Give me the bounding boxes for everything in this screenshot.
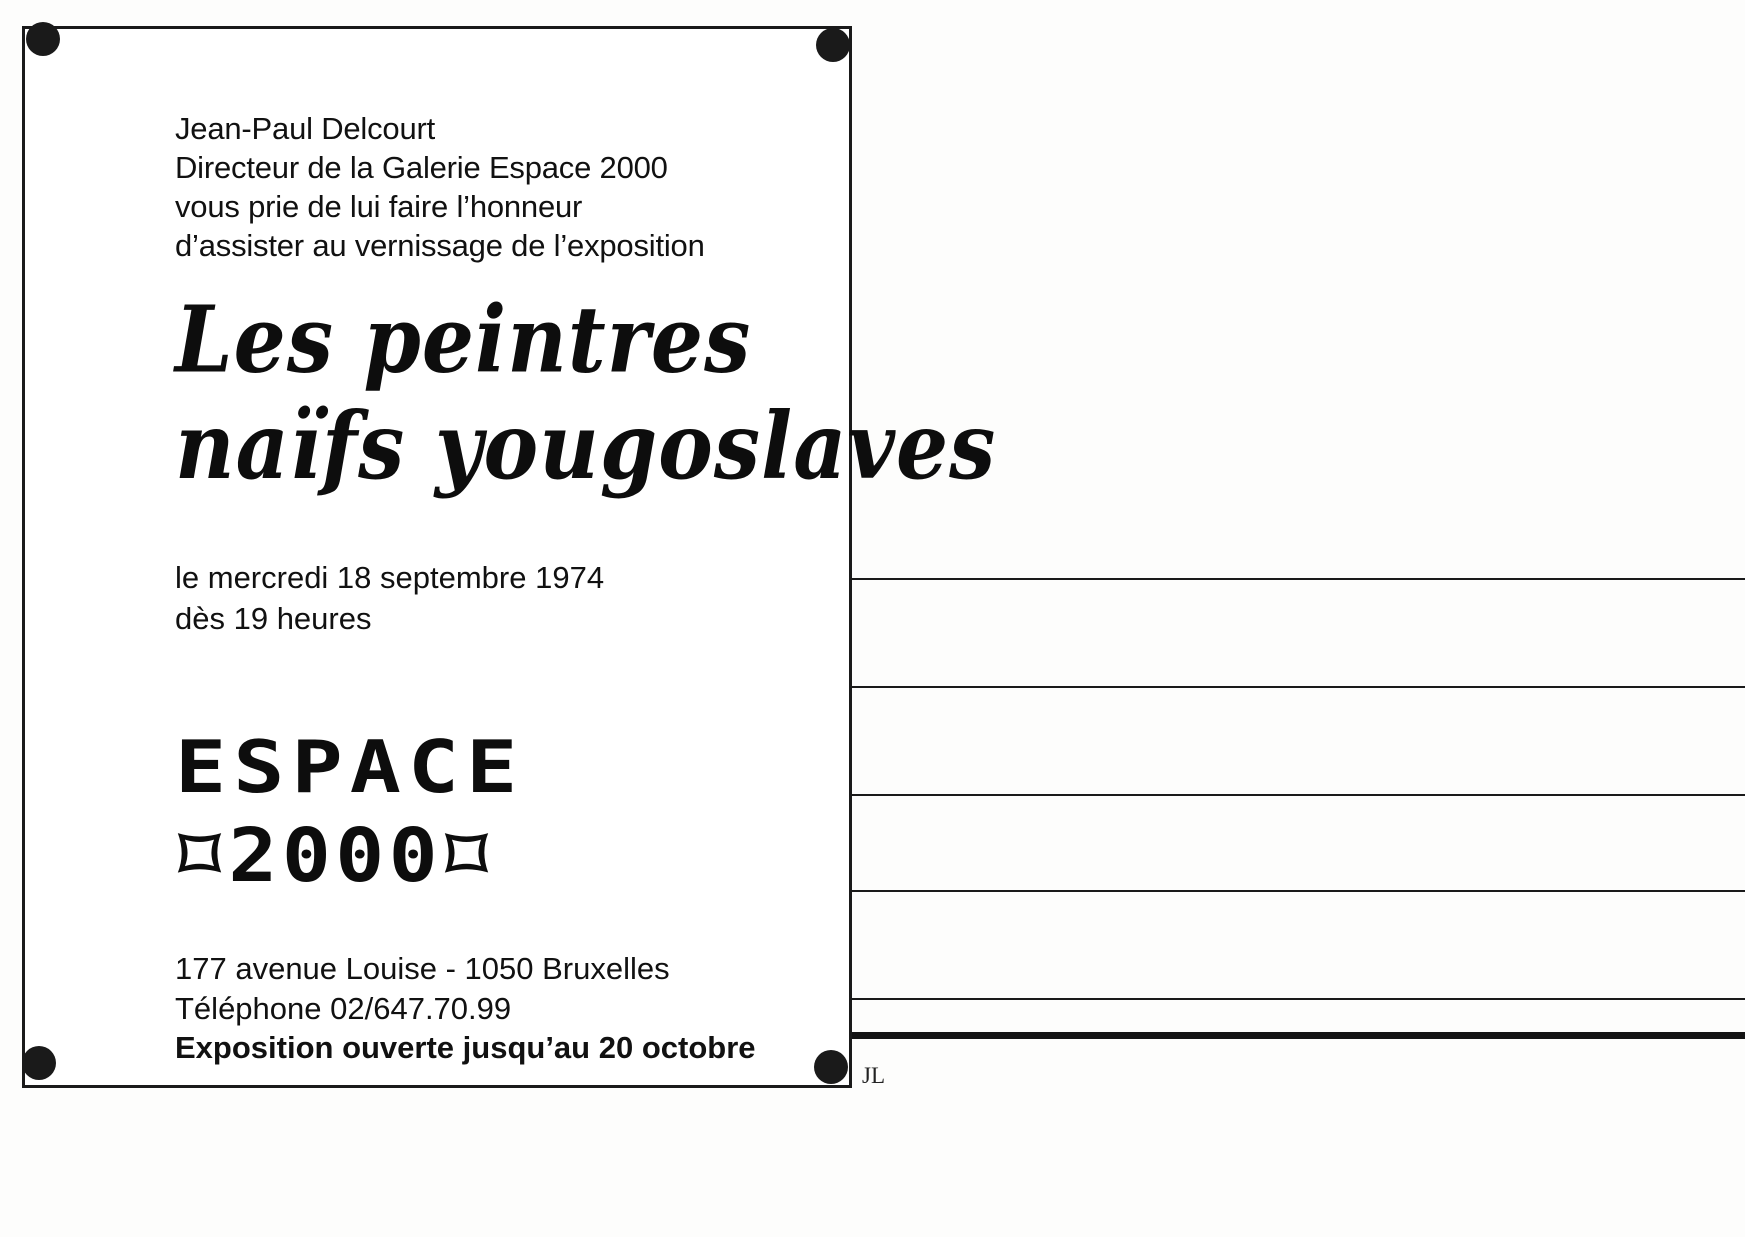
intro-line-4: d’assister au vernissage de l’exposition (175, 228, 705, 264)
intro-line-3: vous prie de lui faire l’honneur (175, 189, 583, 225)
screw-icon (26, 22, 60, 56)
exhibition-title (175, 286, 997, 501)
rule-line (852, 890, 1745, 892)
invitation-intro (175, 109, 835, 265)
screw-icon (22, 1046, 56, 1080)
logo-number: ⌑2000⌑ (175, 812, 496, 899)
exhibition-duration: Exposition ouverte jusqu’au 20 octobre (175, 1030, 756, 1066)
event-date-line-2: dès 19 heures (175, 600, 372, 636)
rule-line (852, 998, 1745, 1000)
rule-line (852, 578, 1745, 580)
intro-line-1: Jean-Paul Delcourt (175, 111, 436, 146)
screw-icon (816, 28, 850, 62)
event-date (175, 558, 835, 639)
logo-wordmark: ESPACE (175, 724, 525, 809)
exhibition-title-line-1: Les peintres (175, 286, 752, 395)
intro-line-2: Directeur de la Galerie Espace 2000 (175, 150, 668, 186)
exhibition-title-line-2: naïfs yougoslaves (175, 392, 997, 501)
phone-line: Téléphone 02/647.70.99 (175, 990, 512, 1026)
event-date-line-1: le mercredi 18 septembre 1974 (175, 560, 605, 596)
gallery-logo (175, 724, 835, 899)
gallery-address (175, 949, 835, 1068)
designer-signature: JL (862, 1063, 885, 1088)
rule-line (852, 686, 1745, 688)
screw-icon (814, 1050, 848, 1084)
rule-line-bottom (852, 1032, 1745, 1039)
address-line: 177 avenue Louise - 1050 Bruxelles (175, 950, 670, 986)
invitation-content (175, 109, 997, 1068)
writing-area (852, 0, 1745, 1237)
rule-line (852, 794, 1745, 796)
